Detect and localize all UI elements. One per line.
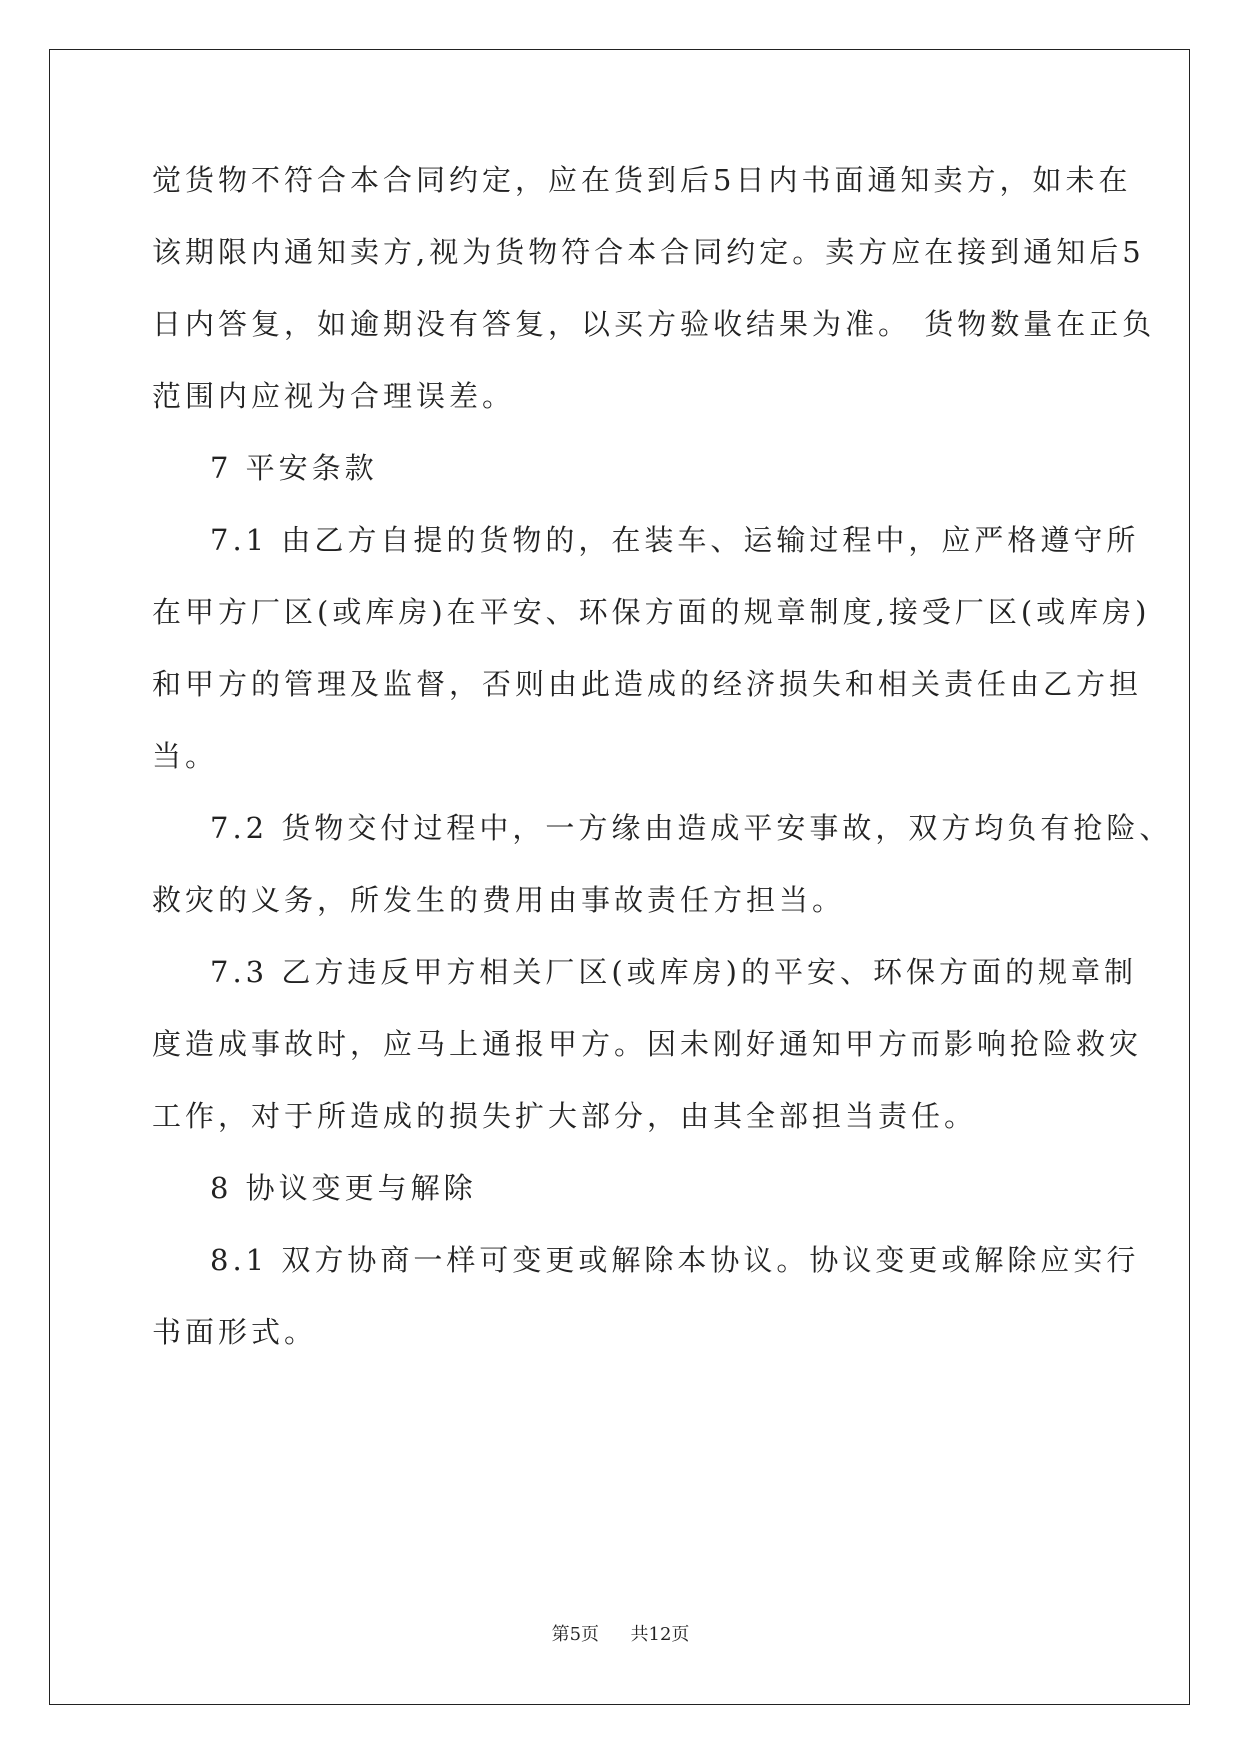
text-line: 7.2 货物交付过程中，一方缘由造成平安事故，双方均负有抢险、	[210, 811, 1173, 845]
text-line: 当。	[152, 739, 219, 773]
section-heading: 7 平安条款	[210, 451, 378, 485]
text-line: 度造成事故时，应马上通报甲方。因未刚好通知甲方而影响抢险救灾	[152, 1027, 1143, 1061]
page-total: 共12页	[630, 1624, 690, 1645]
text-line: 和甲方的管理及监督，否则由此造成的经济损失和相关责任由乙方担	[152, 667, 1143, 701]
text-line: 8.1 双方协商一样可变更或解除本协议。协议变更或解除应实行	[210, 1243, 1140, 1277]
text-line: 7.3 乙方违反甲方相关厂区(或库房)的平安、环保方面的规章制	[210, 955, 1137, 989]
text-line: 该期限内通知卖方,视为货物符合本合同约定。卖方应在接到通知后5	[152, 235, 1145, 269]
text-line: 觉货物不符合本合同约定，应在货到后5日内书面通知卖方，如未在	[152, 163, 1132, 197]
page-number: 第5页	[551, 1624, 600, 1645]
text-line: 日内答复，如逾期没有答复，以买方验收结果为准。 货物数量在正负	[152, 307, 1156, 341]
text-line: 7.1 由乙方自提的货物的，在装车、运输过程中，应严格遵守所	[210, 523, 1140, 557]
page-footer	[0, 1620, 1241, 1646]
page-border	[49, 49, 1190, 1705]
section-heading: 8 协议变更与解除	[210, 1171, 477, 1205]
text-line: 范围内应视为合理误差。	[152, 379, 516, 413]
text-line: 在甲方厂区(或库房)在平安、环保方面的规章制度,接受厂区(或库房)	[152, 595, 1151, 629]
text-line: 书面形式。	[152, 1315, 318, 1349]
text-line: 救灾的义务，所发生的费用由事故责任方担当。	[152, 883, 846, 917]
text-line: 工作，对于所造成的损失扩大部分，由其全部担当责任。	[152, 1099, 978, 1133]
